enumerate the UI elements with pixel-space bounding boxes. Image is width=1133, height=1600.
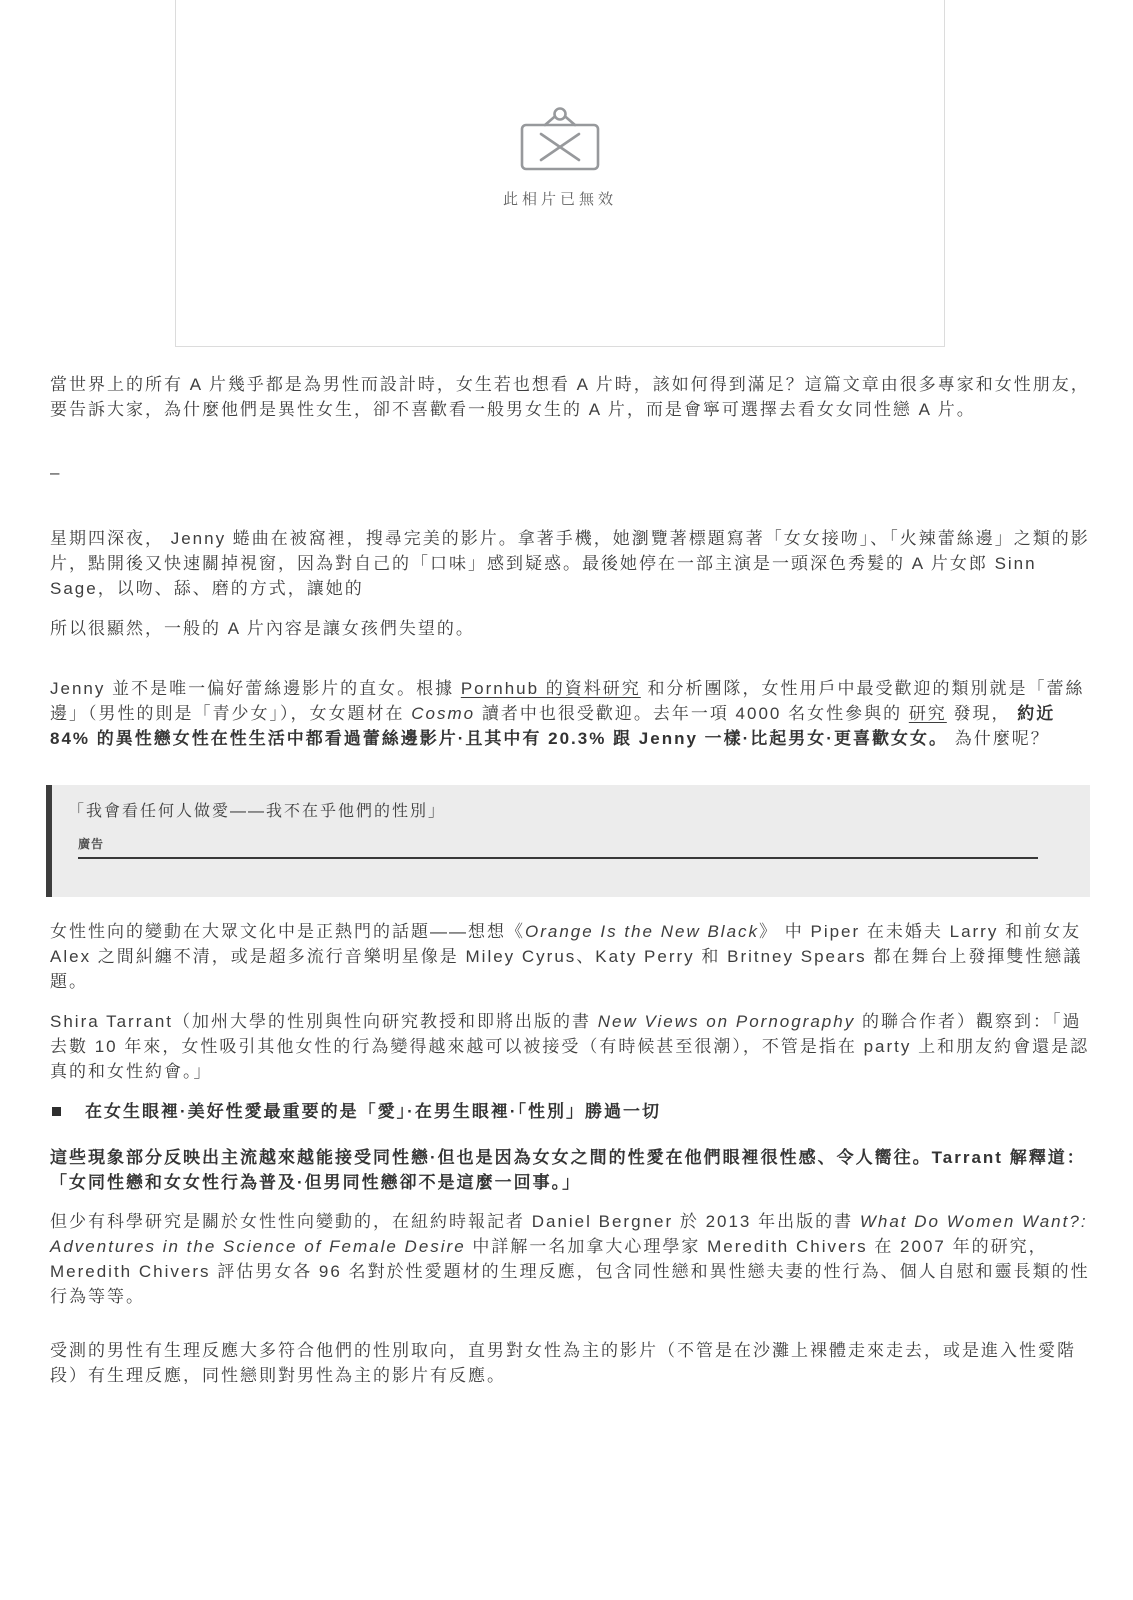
article-paragraph-tarrant: [50, 1009, 1090, 1084]
broken-image-caption: 此相片已無效: [502, 191, 617, 208]
ad-label: 廣告: [78, 837, 105, 851]
cosmo-title: Cosmo: [411, 704, 476, 723]
book-title-what-women-want: What Do Women Want?: Adventures in the Science of Female Desire: [50, 1212, 1088, 1256]
bullet-square-icon: [52, 1107, 61, 1116]
ad-divider-line: [78, 857, 1038, 859]
article-paragraph-stats: [50, 676, 1090, 751]
broken-image-inner: [176, 107, 944, 209]
broken-photo-icon: [514, 107, 606, 173]
popculture-text: 》 中 Piper 在未婚夫 Larry 和前女友 Alex 之間糾纏不清，或是超多流行音樂明星像是 Miley Cyrus、Katy Perry 和 Britney Spears 都在舞台上發揮雙性戀議題。: [50, 922, 1083, 991]
separator-dash: –: [50, 463, 62, 482]
bullet-point: [50, 1099, 1090, 1124]
article-paragraph-disappointment: 所以很顯然，一般的 A 片內容是讓女孩們失望的。: [50, 619, 475, 638]
article-paragraph-popculture: [50, 919, 1090, 994]
pullquote-text: 「我會看任何人做愛——我不在乎他們的性別」: [68, 803, 447, 820]
book-title-new-views: New Views on Pornography: [597, 1012, 856, 1031]
article-paragraph-results-clipped: 受測的男性有生理反應大多符合他們的性別取向，直男對女性為主的影片（不管是在沙灘上裸體走來走去，或是進入性愛階段）有生理反應，同性戀則對男性為主的影片有反應。: [50, 1341, 1076, 1384]
oitnb-title: Orange Is the New Black: [525, 922, 760, 941]
broken-image-box: [175, 0, 945, 347]
article-paragraph-explanation: 這些現象部分反映出主流越來越能接受同性戀·但也是因為女女之間的性愛在他們眼裡很性感、令人嚮往。Tarrant 解釋道：「女同性戀和女女性行為普及·但男同性戀卻不是這麼一回事。」: [50, 1148, 1086, 1192]
stats-text: Jenny 並不是唯一偏好蕾絲邊影片的直女。根據: [50, 679, 461, 698]
bergner-text: 但少有科學研究是關於女性性向變動的，在紐約時報記者 Daniel Bergner 於 2013 年出版的書: [50, 1212, 860, 1231]
stats-bold-text: 約近 84% 的異性戀女性在性生活中都看過蕾絲邊影片·且其中有 20.3% 跟 Jenny 一樣·比起男女·更喜歡女女。: [50, 704, 1056, 748]
stats-text: 讀者中也很受歡迎。去年一項 4000 名女性參與的: [475, 704, 909, 723]
article-paragraph-jenny-night: 星期四深夜， Jenny 蜷曲在被窩裡，搜尋完美的影片。拿著手機，她瀏覽著標題寫著「女女接吻」、「火辣蕾絲邊」之類的影片，點開後又快速關掉視窗，因為對自己的「口味」感到疑惑。最後她停在一部主演是一頭深色秀髮的 A 片女郎 Sinn Sage，以吻、舔、磨的方式，讓她的: [50, 529, 1090, 598]
tarrant-text: Shira Tarrant（加州大學的性別與性向研究教授和即將出版的書: [50, 1012, 598, 1031]
article-paragraph-bergner: [50, 1209, 1090, 1309]
study-link[interactable]: 研究: [908, 704, 947, 723]
pullquote-block: [46, 785, 1090, 897]
article-paragraph-intro: 當世界上的所有 A 片幾乎都是為男性而設計時，女生若也想看 A 片時，該如何得到滿足？這篇文章由很多專家和女性朋友，要告訴大家，為什麼他們是異性女生，卻不喜歡看一般男女生的 A 片，而是會寧可選擇去看女女同性戀 A 片。: [50, 375, 1090, 419]
pullquote-left-bar: [46, 785, 52, 897]
stats-text: 為什麼呢？: [947, 729, 1050, 748]
bergner-text: 中詳解一名加拿大心理學家 Meredith Chivers 在 2007 年的研究，Meredith Chivers 評估男女各 96 名對於性愛題材的生理反應，包含同性戀和異性戀夫妻的性行為、個人自慰和靈長類的性行為等等。: [50, 1237, 1090, 1306]
pornhub-research-link[interactable]: Pornhub 的資料研究: [460, 679, 641, 698]
popculture-text: 女性性向的變動在大眾文化中是正熱門的話題——想想《: [50, 922, 525, 941]
stats-text: 和分析團隊，女性用戶中最受歡迎的類別就是「蕾絲邊」（男性的則是「青少女」），女女題材在: [50, 679, 1085, 723]
tarrant-text: 的聯合作者）觀察到：「過去數 10 年來，女性吸引其他女性的行為變得越來越可以被接受（有時候甚至很潮），不管是指在 party 上和朋友約會還是認真的和女性約會。」: [50, 1012, 1090, 1081]
bullet-text: 在女生眼裡·美好性愛最重要的是「愛」·在男生眼裡·「性別」勝過一切: [85, 1102, 661, 1121]
stats-text: 發現，: [946, 704, 1018, 723]
